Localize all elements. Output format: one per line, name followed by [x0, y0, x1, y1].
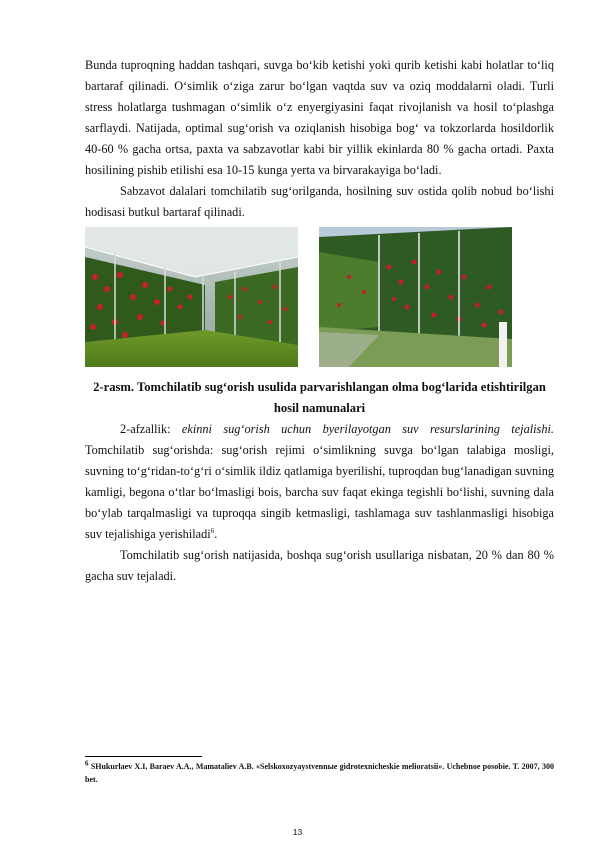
figure-caption: 2-rasm. Tomchilatib sug‘orish usulida parvarishlangan olma bog‘larida etishtirilgan hosil namunalari	[93, 380, 546, 415]
advantage-label: 2-afzallik:	[120, 422, 171, 436]
footnote-marker: 6	[85, 759, 89, 768]
footnote-text: SHukurlaev X.I, Baraev A.A., Mamataliev A.B. «Selskoxozyaystvennыe gidrotexnicheskie melioratsii». Uchebnoe posobie. T. 2007, 300 bet.	[85, 762, 554, 784]
paragraph-2: Sabzavot dalalari tomchilatib sug‘orilganda, hosilning suv ostida qolib nobud bo‘lishi hodisasi butkul bartaraf qilinadi.	[85, 184, 554, 219]
page-number: 13	[292, 827, 303, 837]
paragraph-4: Tomchilatib sug‘orish natijasida, boshqa sug‘orish usullariga nisbatan, 20 % dan 80 % gacha suv tejaladi.	[85, 548, 554, 583]
page-body	[85, 55, 554, 587]
paragraph-3: 2-afzallik: ekinni sug‘orish uchun byerilayotgan suv resurslarining tejalishi. Tomchilatib sug‘orishda: sug‘orish rejimi o‘simlikning suvga bo‘lgan talabiga mosligi, suvning to‘g‘ridan-to‘g‘ri o‘simlik ildiz qatlamiga byerilishi, tuproqdan bug‘lanadigan suvning kamligi, begona o‘tlar bo‘lmasligi bois, barcha suv faqat ekinga tegishli bo‘lishi, suvning dala bo‘ylab tarqalmasligi va tuproqqa singib ketmasligi, tashlamaga suv tashlanmasligi hisobiga suv tejalishiga yerishiladi$^6$.	[85, 422, 554, 541]
footnote	[85, 760, 554, 786]
advantage-text: Tomchilatib sug‘orishda: sug‘orish rejimi o‘simlikning suvga bo‘lgan talabiga mosligi, suvning to‘g‘ridan-to‘g‘ri o‘simlik ildiz qatlamiga byerilishi, tuproqdan bug‘lanadigan suvning kamligi, begona o‘tlar bo‘lmasligi bois, barcha suv faqat ekinga tegishli bo‘lishi, suvning dala bo‘ylab tarqalmasligi va tuproqqa singib ketmasligi, tashlamaga suv tashlanmasligi hisobiga suv tejalishiga yerishiladi	[85, 443, 554, 541]
advantage-title: ekinni sug‘orish uchun byerilayotgan suv resurslarining tejalishi.	[181, 422, 554, 436]
footnote-divider	[85, 756, 202, 757]
footnote-reference[interactable]: 6	[210, 526, 215, 535]
apple-orchard-photo-left	[85, 227, 298, 367]
paragraph-1: Bunda tuproqning haddan tashqari, suvga bo‘kib ketishi yoki qurib ketishi kabi holatlar to‘liq bartaraf qilinadi. O‘simlik o‘ziga zarur bo‘lgan vaqtda suv va oziq moddalarni oladi. Turli stress holatlarga tushmagan o‘simlik o‘z enyergiyasini faqat rivojlanish va hosil to‘plashga sarflaydi. Natijada, optimal sug‘orish va oziqlanish hisobiga bog‘ va tokzorlarda hosildorlik 40-60 % gacha ortsa, paxta va sabzavotlar kabi bir yillik ekinlarda 80 % gacha ortadi. Paxta hosilining pishib etilishi esa 10-15 kunga yerta va birvarakayiga bo‘ladi.	[85, 58, 554, 177]
apple-trellis-photo-right	[319, 227, 512, 367]
figure-photos	[85, 227, 554, 367]
